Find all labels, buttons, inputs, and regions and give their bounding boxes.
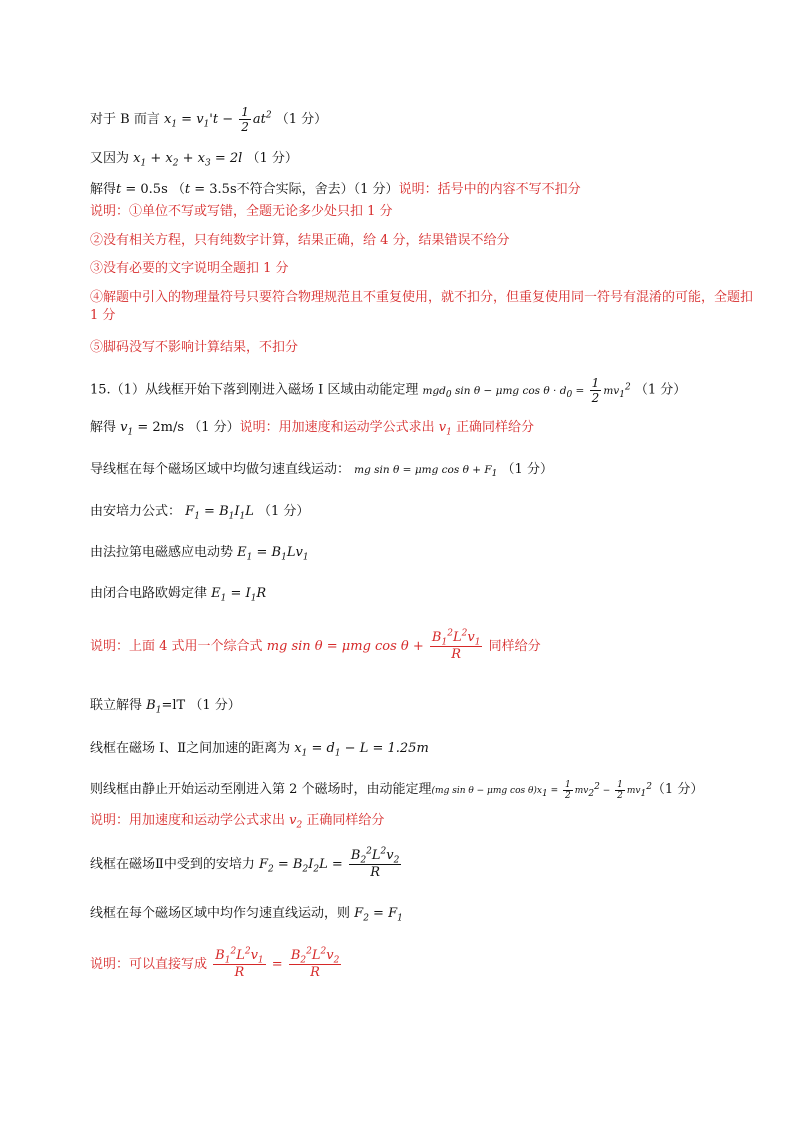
score-mark: （1 分） [275, 112, 328, 127]
math-expression: $E_1 = I_1R$ [211, 586, 267, 604]
math-symbol: $B_1$ [146, 698, 162, 716]
line-text: 由闭合电路欧姆定律 [90, 586, 208, 601]
math-expression: $E_1 = B_1Lv_1$ [237, 545, 309, 563]
grading-note-5: ⑤脚码没写不影响计算结果，不扣分 [90, 340, 299, 355]
grading-note-2: ②没有相关方程，只有纯数字计算，结果正确，给 4 分，结果错误不给分 [90, 233, 510, 248]
math-expression: $\frac{B_1^2L^2v_1}{R}$ = $\frac{B_2^2L^2v_2}{R}$ [215, 946, 340, 980]
math-expression: (mg sin θ − μmg $\cos \theta)x_1$ = $\frac{1}{2}$ $mv_2^2$ − $\frac{1}{2}$ $mv_1^2$ [431, 780, 652, 801]
math-expression: $x_1 = d_1 - L = 1.25m$ [294, 741, 429, 759]
line-text: 由法拉第电磁感应电动势 [90, 545, 234, 560]
line-text: 导线框在每个磁场区域中均做匀速直线运动： [90, 462, 351, 477]
score-mark: （1 分） [246, 151, 298, 166]
line-text: 线框在每个磁场区域中均作匀速直线运动，则 [90, 906, 351, 921]
line-text: 15.（1）从线框开始下落到刚进入磁场 I 区域由动能定理 [90, 382, 419, 398]
faraday-emf-line [90, 544, 754, 562]
grading-note-tail: 正确同样给分 [455, 420, 534, 435]
math-value: =lT [161, 698, 186, 713]
math-expression: $F_2 = F_1$ [354, 906, 403, 924]
line-tail: 同样给分 [488, 639, 541, 654]
line-text: 解得 [90, 420, 117, 435]
second-field-energy-line [90, 780, 754, 801]
problem-15-energy-equation [90, 376, 754, 405]
score-mark: （1 分） [634, 382, 687, 398]
score-mark: （1 分） [651, 782, 704, 797]
line-text: 线框在磁场Ⅱ中受到的安培力 [90, 857, 255, 872]
score-mark: （1 分） [501, 462, 553, 477]
solution-line-v1: 解得 $v_1 = 2m/s$ （1 分）说明：用加速度和运动学公式求出 $v_1$ 正确同样给分 [90, 420, 534, 438]
score-mark: （1 分） [353, 182, 399, 197]
math-expression: $F_1 = B_1I_1L$ [185, 504, 254, 522]
math-expression: $x_1 = v_1't$ − $\frac{1}{2}$ $at^2$ [163, 105, 272, 134]
equation-line-sum-distance [90, 150, 754, 168]
line-text: 说明：用加速度和运动学公式求出 [90, 813, 286, 828]
acceleration-distance-line [90, 740, 754, 758]
ampere-force-line [90, 503, 754, 521]
combined-formula-note [90, 630, 754, 664]
line-text: 对于 B 而言 [90, 112, 160, 127]
solution-line-b1 [90, 697, 754, 715]
grading-note-3: ③没有必要的文字说明全题扣 1 分 [90, 261, 289, 276]
score-mark: （1 分） [258, 504, 310, 519]
uniform-motion-line [90, 461, 754, 479]
math-symbol: $v_1$ [434, 420, 452, 438]
force-equality-line [90, 905, 754, 923]
math-expression: mgd$_0$ sin θ − μmg $\cos \theta \cdot d_0$ = $\frac{1}{2}$ $mv_1^2$ [422, 376, 631, 405]
line-tail: 正确同样给分 [306, 813, 385, 828]
line-text: 联立解得 [90, 698, 143, 713]
math-expression: mg sin θ = μmg cos θ + $\frac{B_1^2L^2v_1}{R}$ [266, 628, 481, 662]
math-expression: $F_2 = B_2I_2L$ = $\frac{B_2^2L^2v_2}{R}$ [258, 846, 400, 880]
grading-note-v2 [90, 812, 754, 830]
line-text: 说明：可以直接写成 [90, 957, 208, 972]
score-mark: （1 分） [188, 420, 240, 435]
math-expression: $v_1$ [120, 420, 134, 438]
direct-form-note [90, 948, 754, 982]
math-expression: $x_1 + x_2 + x_3 = 2l$ [133, 151, 243, 169]
line-text: 由安培力公式： [90, 504, 182, 519]
ohm-law-line [90, 585, 754, 603]
equation-line-b-displacement [90, 105, 754, 134]
grading-note-4: ④解题中引入的物理量符号只要符合物理规范且不重复使用，就不扣分，但重复使用同一符号有混淆的可能，全题扣 1 分 [90, 290, 754, 323]
second-field-force-line [90, 848, 754, 882]
solution-line-time: 解得t = 0.5s （t = 3.5s不符合实际，舍去）（1 分）说明：括号中的内容不写不扣分 [90, 182, 581, 197]
line-text: 说明：上面 4 式用一个综合式 [90, 639, 263, 654]
math-expression: t [116, 182, 122, 197]
grading-note: 说明：括号中的内容不写不扣分 [398, 182, 581, 197]
line-text: 则线框由静止开始运动至刚进入第 2 个磁场时，由动能定理 [90, 782, 432, 797]
math-expression: mg sin θ = μmg $\cos \theta + F_1$ [354, 464, 498, 480]
math-symbol: $v_2$ [285, 813, 303, 831]
line-text: 解得 [90, 182, 117, 197]
line-text: 又因为 [90, 151, 130, 166]
score-mark: （1 分） [189, 698, 241, 713]
line-text: 线框在磁场 I、Ⅱ之间加速的距离为 [90, 741, 291, 756]
grading-note: 说明：用加速度和运动学公式求出 [239, 420, 435, 435]
grading-note-1: 说明：①单位不写或写错，全题无论多少处只扣 1 分 [90, 204, 393, 219]
paren-text: 不符合实际，舍去） [236, 182, 354, 197]
